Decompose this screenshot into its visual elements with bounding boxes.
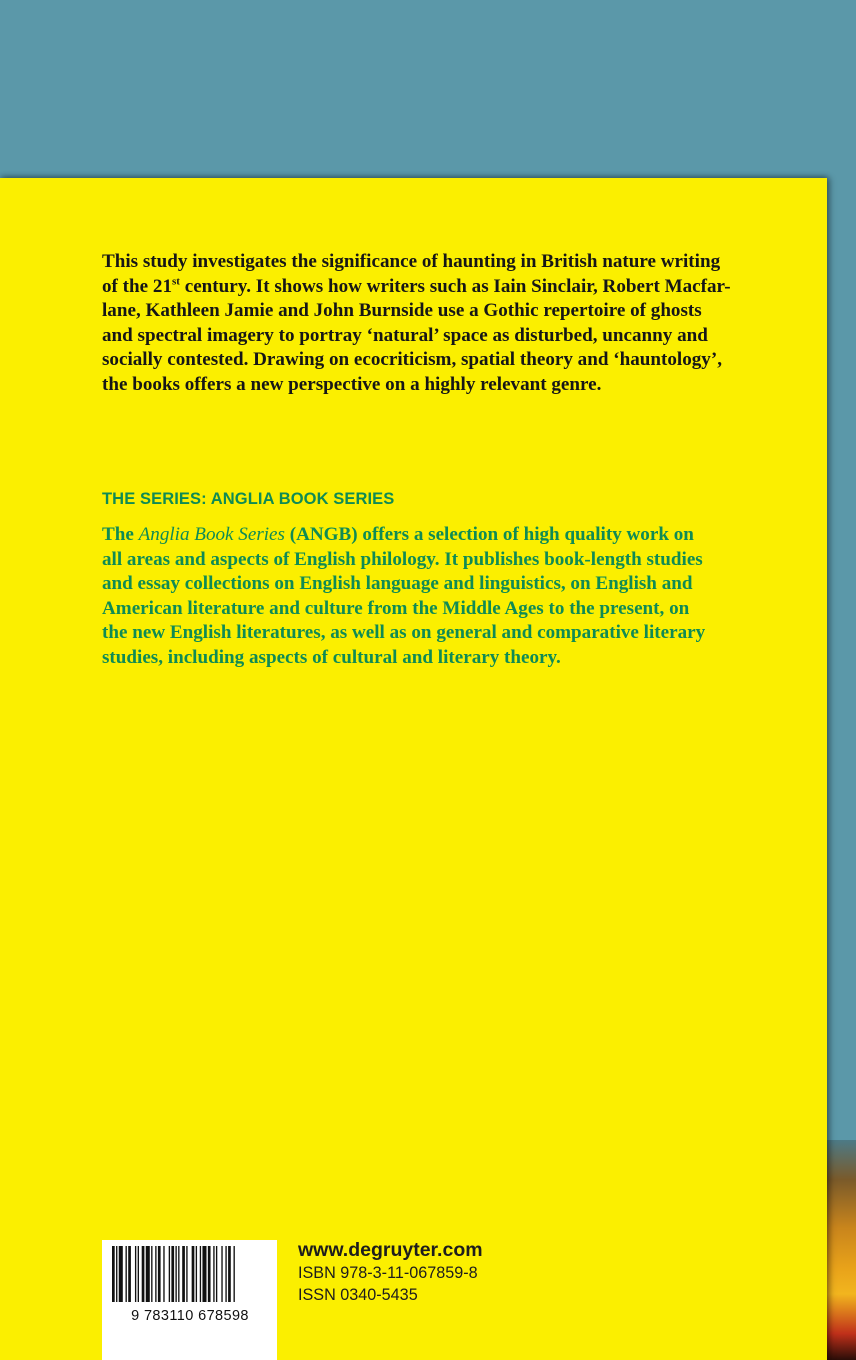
barcode-bar [228, 1246, 231, 1302]
series-line: all areas and aspects of English philology. It publishes book-length studies [102, 548, 703, 570]
blurb-line: socially contested. Drawing on ecocriticism, spatial theory and ‘hauntology’, [102, 349, 722, 370]
barcode-bar [151, 1246, 152, 1302]
blurb-century-sup: st [172, 275, 180, 288]
barcode-bar [213, 1246, 214, 1302]
series-description [102, 523, 762, 670]
blurb-century-prefix: of the 21 [102, 275, 172, 297]
barcode-bar [178, 1246, 179, 1302]
barcode-bar [196, 1246, 197, 1302]
series-line: American literature and culture from the Middle Ages to the present, on [102, 597, 690, 619]
blurb-line: This study investigates the significance of haunting in British nature writing [102, 251, 721, 272]
barcode-bar [182, 1246, 185, 1302]
barcode-graphic [102, 1240, 277, 1360]
book-blurb [102, 250, 752, 397]
barcode-bar [200, 1246, 201, 1302]
blurb-century-rest: century. It shows how writers such as Iain Sinclair, Robert Macfar- [184, 275, 731, 297]
barcode-bar [126, 1246, 127, 1302]
barcode-bar [146, 1246, 150, 1302]
barcode-bar [202, 1246, 206, 1302]
series-name: Anglia Book Series [138, 524, 285, 545]
series-first-line-rest: (ANGB) offers a selection of high quality work on [284, 524, 694, 545]
barcode-bar [163, 1246, 164, 1302]
barcode-bar [116, 1246, 117, 1302]
barcode-bar [169, 1246, 170, 1302]
blurb-line: and spectral imagery to portray ‘natural’ space as disturbed, uncanny and [102, 324, 708, 346]
barcode-bar [128, 1246, 131, 1302]
series-line: the new English literatures, as well as on general and comparative literary [102, 622, 706, 643]
barcode-bar [112, 1246, 115, 1302]
barcode-bar [186, 1246, 187, 1302]
barcode-bar [171, 1246, 174, 1302]
background-sunset-strip [826, 1140, 856, 1360]
series-line: studies, including aspects of cultural and literary theory. [102, 646, 561, 668]
issn-text: ISSN 0340-5435 [298, 1286, 418, 1304]
isbn-text: ISBN 978-3-11-067859-8 [298, 1264, 478, 1282]
series-line: and essay collections on English language and linguistics, on English and [102, 573, 693, 594]
series-intro: The [102, 524, 139, 545]
series-heading: THE SERIES: ANGLIA BOOK SERIES [102, 490, 395, 508]
barcode-number: 9 783110 678598 [131, 1308, 249, 1324]
barcode-bar [225, 1246, 226, 1302]
barcode-bar [216, 1246, 217, 1302]
barcode-bar [192, 1246, 195, 1302]
barcode-bar [138, 1246, 139, 1302]
barcode-bar [142, 1246, 145, 1302]
publisher-website[interactable]: www.degruyter.com [298, 1239, 483, 1261]
blurb-line: lane, Kathleen Jamie and John Burnside use a Gothic repertoire of ghosts [102, 300, 702, 321]
barcode-bar [221, 1246, 222, 1302]
barcode-bar [208, 1246, 211, 1302]
barcode-bar [175, 1246, 176, 1302]
publisher-info [298, 1238, 483, 1306]
barcode-bar [234, 1246, 235, 1302]
series-line [102, 523, 762, 548]
barcode-bar [135, 1246, 136, 1302]
blurb-line [102, 275, 752, 300]
barcode-bar [155, 1246, 156, 1302]
barcode-bar [158, 1246, 161, 1302]
isbn-barcode [102, 1240, 277, 1360]
barcode-bar [119, 1246, 123, 1302]
blurb-line: the books offers a new perspective on a highly relevant genre. [102, 373, 602, 395]
book-back-cover [0, 178, 827, 1360]
